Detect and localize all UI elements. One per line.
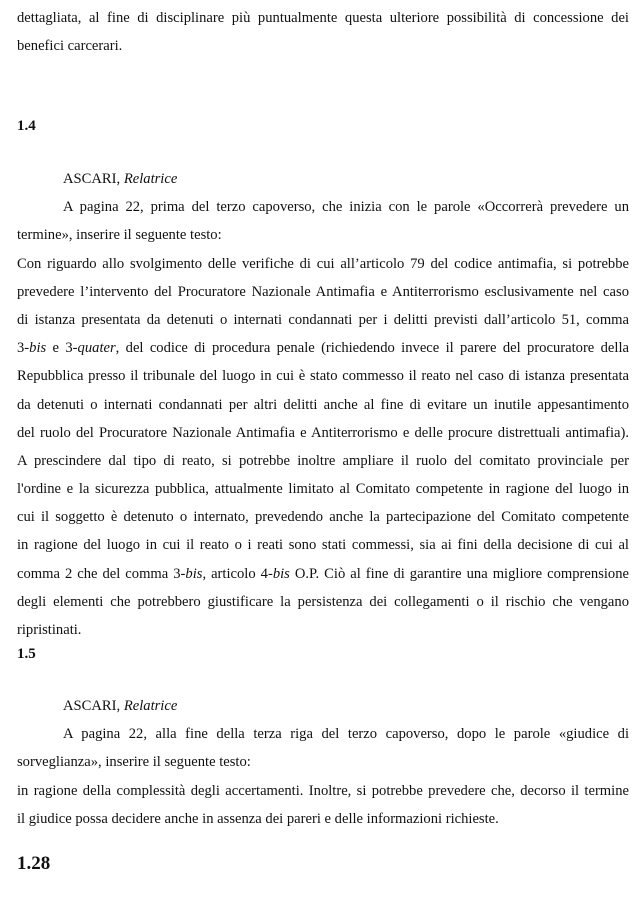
text-run: comma 2 che del comma 3- bbox=[17, 565, 186, 582]
body-line: da detenuti o internati condannati per altri delitti anche al fine di evitare un inutile appesantimento bbox=[17, 396, 629, 413]
text-run: O.P. Ciò al fine di garantire una migliore comprensione bbox=[289, 565, 629, 582]
instruction-line-1: A pagina 22, prima del terzo capoverso, che inizia con le parole «Occorrerà prevedere un bbox=[63, 199, 629, 216]
text-run-italic: quater bbox=[77, 340, 116, 357]
body-line: Repubblica presso il tribunale del luogo in cui è stato commesso il reato nel caso di istanza presentata bbox=[17, 368, 629, 385]
intro-paragraph bbox=[17, 4, 629, 60]
body-line: in ragione della complessità degli accertamenti. Inoltre, si potrebbe prevedere che, decorso il termine bbox=[17, 782, 629, 799]
body-line: di istanza presentata da detenuti o internati condannati per i delitti previsti dall’articolo 51, comma bbox=[17, 311, 629, 328]
body-line: degli elementi che potrebbero giustificare la persistenza dei collegamenti o il rischio che vengano bbox=[17, 593, 629, 610]
speaker-name: ASCARI, bbox=[63, 171, 121, 187]
text-run: 3- bbox=[17, 340, 30, 357]
body-line: prevedere l’intervento del Procuratore Nazionale Antimafia e Antiterrorismo esclusivamente nel caso bbox=[17, 283, 629, 300]
body-line: in ragione del luogo in cui il reato o i reati sono stati commessi, sia ai fini della decisione di cui al bbox=[17, 537, 629, 554]
body-line: cui il soggetto è detenuto o internato, prevedendo anche la partecipazione del Comitato competente bbox=[17, 509, 629, 526]
text-run-italic: bis bbox=[272, 565, 290, 582]
speaker-role: Relatrice bbox=[123, 171, 178, 187]
section-1-5 bbox=[17, 692, 629, 833]
intro-line-2: benefici carcerari. bbox=[17, 38, 123, 55]
body-line: A prescindere dal tipo di reato, si potrebbe inoltre ampliare il ruolo del comitato provinciale per bbox=[17, 452, 629, 469]
text-run-italic: bis bbox=[29, 340, 47, 357]
speaker-role: Relatrice bbox=[123, 698, 178, 714]
body-line: ripristinati. bbox=[17, 622, 82, 638]
body-line: il giudice possa decidere anche in assenza dei pareri e delle informazioni richieste. bbox=[17, 810, 499, 827]
instruction-line-2: termine», inserire il seguente testo: bbox=[17, 227, 222, 244]
text-run: , del codice di procedura penale (richiedendo invece il parere del procuratore della bbox=[115, 340, 629, 357]
speaker-name: ASCARI, bbox=[63, 698, 121, 714]
body-line: Con riguardo allo svolgimento delle verifiche di cui all’articolo 79 del codice antimafia, si potrebbe bbox=[17, 255, 629, 272]
text-run-italic: bis bbox=[185, 565, 203, 582]
instruction-line-1: A pagina 22, alla fine della terza riga del terzo capoverso, dopo le parole «giudice di bbox=[63, 726, 629, 743]
speaker-line bbox=[17, 165, 629, 193]
instruction-line-2: sorveglianza», inserire il seguente testo: bbox=[17, 754, 251, 771]
body-line-mixed bbox=[17, 560, 629, 588]
intro-line-1: dettagliata, al fine di disciplinare più puntualmente questa ulteriore possibilità di concessione dei bbox=[17, 10, 629, 26]
text-run: , articolo 4- bbox=[202, 565, 273, 582]
body-line-mixed bbox=[17, 334, 629, 362]
body-line: l'ordine e la sicurezza pubblica, attualmente limitato al Comitato competente in ragione del luogo in bbox=[17, 481, 629, 498]
section-number-1-4: 1.4 bbox=[17, 118, 36, 134]
section-number-1-5: 1.5 bbox=[17, 646, 36, 662]
section-1-4 bbox=[17, 165, 629, 644]
section-number-1-28: 1.28 bbox=[17, 853, 51, 874]
text-run: e 3- bbox=[46, 340, 78, 357]
speaker-line bbox=[17, 692, 629, 720]
body-line: del ruolo del Procuratore Nazionale Antimafia e Antiterrorismo e delle procure distrettuali antimafia). bbox=[17, 424, 629, 441]
